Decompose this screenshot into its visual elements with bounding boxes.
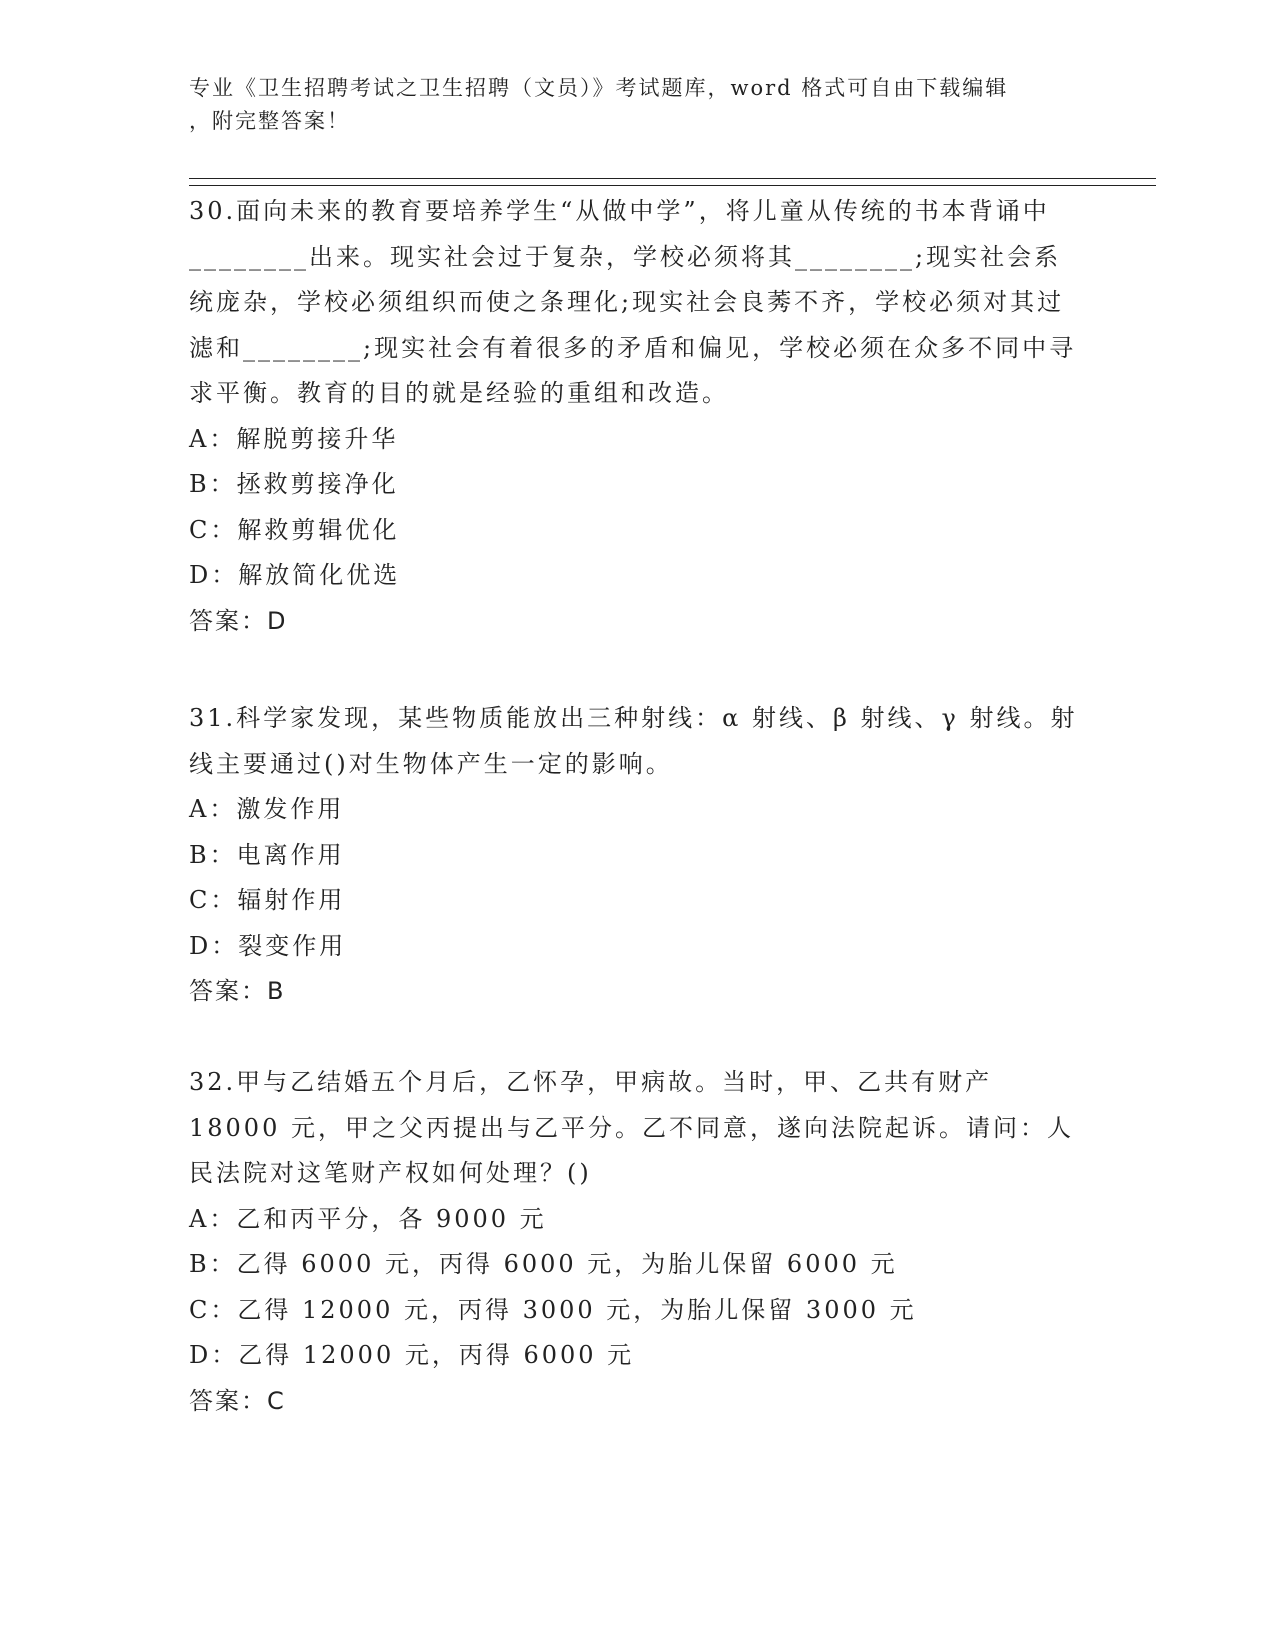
option-b: B：拯救剪接净化 xyxy=(189,470,399,498)
answer-label: 答案：B xyxy=(189,977,286,1005)
answer-label: 答案：D xyxy=(189,606,288,635)
question-32 xyxy=(189,1060,1079,1424)
option-b: B：电离作用 xyxy=(189,840,345,869)
document-header xyxy=(189,72,1089,138)
option-d: D：解放简化优选 xyxy=(189,561,401,589)
header-line-2: ，附完整答案！ xyxy=(189,109,350,133)
header-divider-top xyxy=(189,178,1156,179)
option-d: D：裂变作用 xyxy=(189,931,347,960)
option-a: A：解脱剪接升华 xyxy=(189,424,399,453)
header-divider-bottom xyxy=(189,185,1156,186)
option-c: C：解救剪辑优化 xyxy=(189,515,400,544)
question-31 xyxy=(189,696,1079,1015)
option-c: C：辐射作用 xyxy=(189,886,346,914)
question-30 xyxy=(189,189,1079,644)
option-a: A：乙和丙平分，各 9000 元 xyxy=(189,1204,547,1233)
header-line-1: 专业《卫生招聘考试之卫生招聘（文员）》考试题库，word 格式可自由下载编辑 xyxy=(189,76,1009,100)
question-stem: 32.甲与乙结婚五个月后，乙怀孕，甲病故。当时，甲、乙共有财产 18000 元，甲之父丙提出与乙平分。乙不同意，遂向法院起诉。请问：人民法院对这笔财产权如何处理？() xyxy=(189,1068,1074,1187)
option-c: C：乙得 12000 元，丙得 3000 元，为胎儿保留 3000 元 xyxy=(189,1295,917,1324)
question-stem: 30.面向未来的教育要培养学生“从做中学”，将儿童从传统的书本背诵中________出来。现实社会过于复杂，学校必须将其________;现实社会系统庞杂，学校必须组织而使之条理化;现实社会良莠不齐，学校必须对其过滤和________;现实社会有着很多的矛盾和偏见，学校必须在众多不同中寻求平衡。教育的目的就是经验的重组和改造。 xyxy=(189,197,1077,407)
option-a: A：激发作用 xyxy=(189,795,345,823)
answer-label: 答案：C xyxy=(189,1386,286,1415)
question-stem: 31.科学家发现，某些物质能放出三种射线：α 射线、β 射线、γ 射线。射线主要通过()对生物体产生一定的影响。 xyxy=(189,704,1078,778)
option-d: D：乙得 12000 元，丙得 6000 元 xyxy=(189,1341,635,1369)
option-b: B：乙得 6000 元，丙得 6000 元，为胎儿保留 6000 元 xyxy=(189,1250,898,1278)
